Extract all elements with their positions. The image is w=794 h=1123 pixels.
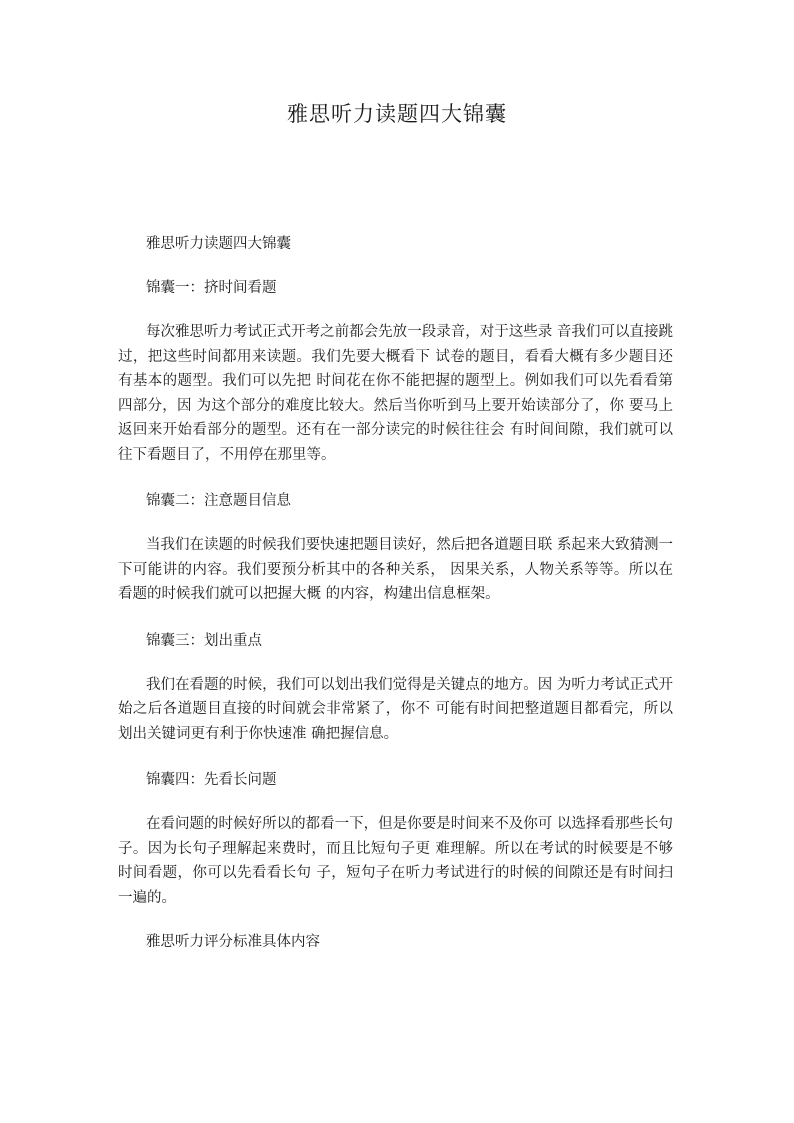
section-body-1: 每次雅思听力考试正式开考之前都会先放一段录音，对于这些录 音我们可以直接跳过，把这些时间都用来读题。我们先要大概看下 试卷的题目，看看大概有多少题目还有基本的题型。我们可以先把 时间花在你不能把握的题型上。例如我们可以先看看第四部分，因 为这个部分的难度比较大。然后当你听到马上要开始读部分了，你 要马上返回来开始看部分的题型。还有在一部分读完的时候往往会 有时间间隙，我们就可以往下看题目了，不用停在那里等。 — [118, 324, 673, 463]
section-heading-1: 锦囊一：挤时间看题 — [146, 280, 277, 296]
section-heading-4: 锦囊四：先看长问题 — [146, 772, 277, 788]
section-heading-2: 锦囊二：注意题目信息 — [146, 493, 291, 509]
document-body — [118, 232, 673, 954]
section-body-2: 当我们在读题的时候我们要快速把题目读好，然后把各道题目联 系起来大致猜测一下可能讲的内容。我们要预分析其中的各种关系， 因果关系，人物关系等等。所以在看题的时候我们就可以把握大概 的内容，构建出信息框架。 — [118, 537, 673, 602]
section-body-4: 在看问题的时候好所以的都看一下，但是你要是时间来不及你可 以选择看那些长句子。因为长句子理解起来费时，而且比短句子更 难理解。所以在考试的时候要是不够时间看题，你可以先看看长句 子，短句子在听力考试进行的时候的间隙还是有时间扫一遍的。 — [118, 816, 673, 906]
document-title: 雅思听力读题四大锦囊 — [287, 102, 507, 126]
section-body-3: 我们在看题的时候，我们可以划出我们觉得是关键点的地方。因 为听力考试正式开始之后各道题目直接的时间就会非常紧了，你不 可能有时间把整道题目都看完，所以划出关键词更有利于你快速准 确把握信息。 — [118, 676, 673, 742]
intro-heading: 雅思听力读题四大锦囊 — [146, 236, 291, 252]
section-heading-3: 锦囊三：划出重点 — [146, 632, 262, 649]
footer-heading: 雅思听力评分标准具体内容 — [146, 934, 320, 950]
